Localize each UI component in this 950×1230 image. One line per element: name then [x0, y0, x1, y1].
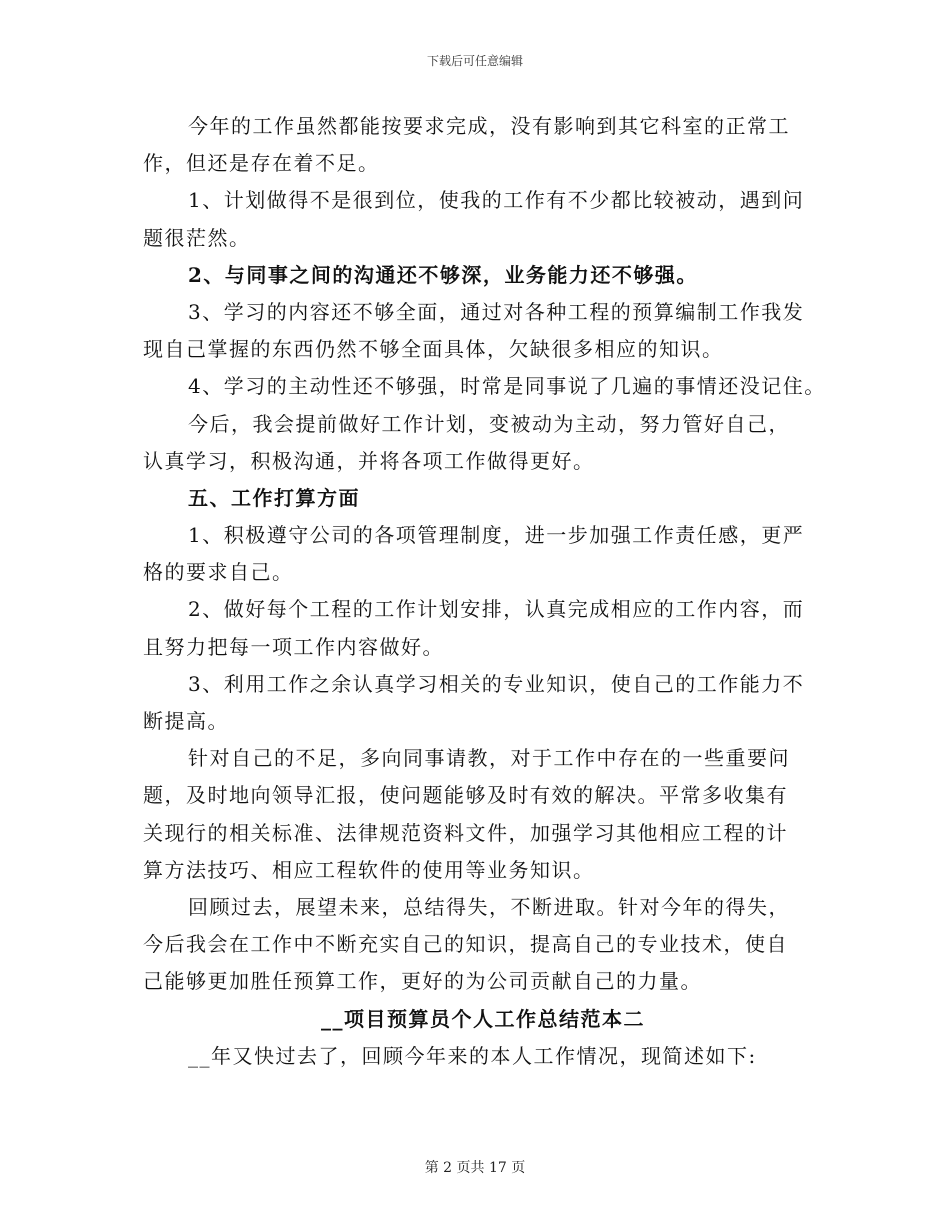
paragraph-line: 关现行的相关标准、法律规范资料文件，加强学习其他相应工程的计: [143, 820, 788, 845]
section-heading: 五、工作打算方面: [188, 485, 360, 510]
paragraph-line: 格的要求自己。: [143, 560, 294, 585]
paragraph-line: __年又快过去了，回顾今年来的本人工作情况，现简述如下:: [188, 1043, 757, 1068]
paragraph-line: 4、学习的主动性还不够强，时常是同事说了几遍的事情还没记住。: [188, 374, 826, 399]
document-body: [143, 108, 826, 1075]
paragraph-line: 今年的工作虽然都能按要求完成，没有影响到其它科室的正常工: [188, 114, 790, 138]
paragraph-line: 3、利用工作之余认真学习相关的专业知识，使自己的工作能力不: [188, 671, 805, 696]
paragraph-line: 题很茫然。: [143, 225, 251, 250]
paragraph-line: 题，及时地向领导汇报，使问题能够及时有效的解决。平常多收集有: [143, 783, 788, 808]
paragraph-line: 1、计划做得不是很到位，使我的工作有不少都比较被动，遇到问: [188, 188, 805, 213]
paragraph-line: 针对自己的不足，多向同事请教，对于工作中存在的一些重要问: [188, 746, 790, 771]
paragraph-line: 且努力把每一项工作内容做好。: [143, 634, 444, 659]
paragraph-line: 2、做好每个工程的工作计划安排，认真完成相应的工作内容，而: [188, 597, 805, 622]
paragraph-line: 算方法技巧、相应工程软件的使用等业务知识。: [143, 857, 595, 882]
paragraph-line: 作，但还是存在着不足。: [143, 151, 380, 176]
paragraph-line: 认真学习，积极沟通，并将各项工作做得更好。: [143, 448, 595, 473]
paragraph-line: 今后我会在工作中不断充实自己的知识，提高自己的专业技术，使自: [143, 932, 788, 957]
paragraph-line: 己能够更加胜任预算工作，更好的为公司贡献自己的力量。: [143, 969, 702, 994]
paragraph-line: 回顾过去，展望未来，总结得失，不断进取。针对今年的得失，: [188, 894, 790, 919]
document-subtitle: __项目预算员个人工作总结范本二: [321, 1006, 645, 1031]
paragraph-line: 断提高。: [143, 709, 229, 733]
paragraph-line: 3、学习的内容还不够全面，通过对各种工程的预算编制工作我发: [188, 299, 805, 324]
paragraph-line: 现自己掌握的东西仍然不够全面具体，欠缺很多相应的知识。: [143, 337, 724, 362]
page-footer: 第 2 页共 17 页: [424, 1160, 526, 1176]
paragraph-line: 1、积极遵守公司的各项管理制度，进一步加强工作责任感，更严: [188, 523, 805, 548]
page-header: 下载后可任意编辑: [426, 54, 523, 68]
bold-paragraph-line: 2、与同事之间的沟通还不够深，业务能力还不够强。: [188, 262, 698, 287]
paragraph-line: 今后，我会提前做好工作计划，变被动为主动，努力管好自己，: [188, 411, 790, 436]
